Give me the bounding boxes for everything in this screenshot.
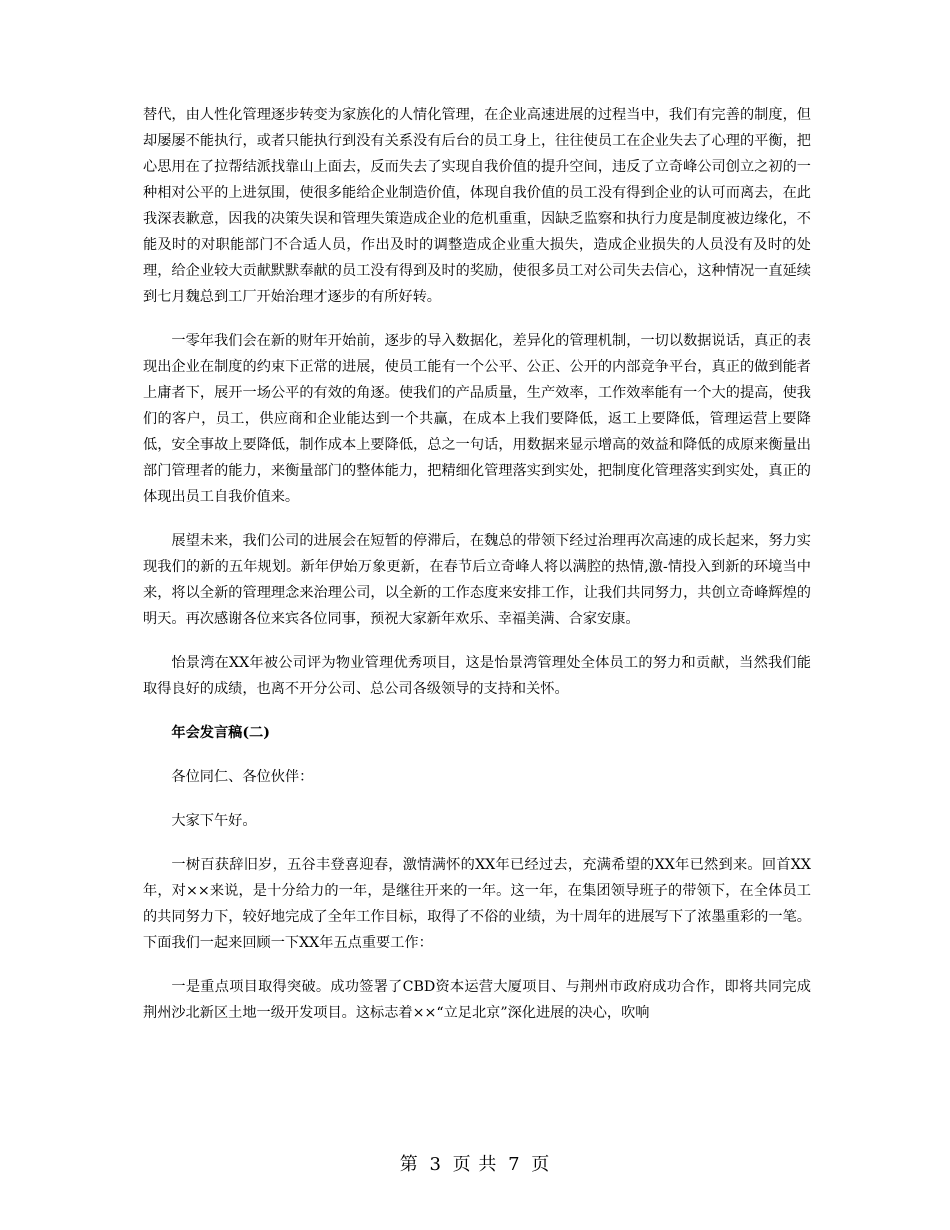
page-footer [0, 1152, 950, 1178]
body-paragraph: 一零年我们会在新的财年开始前，逐步的导入数据化，差异化的管理机制，一切以数据说话，真正的表现出企业在制度的约束下正常的进展，使员工能有一个公平、公正、公开的内部竞争平台，真正的做到能者上庸者下，展开一场公平的有效的角逐。使我们的产品质量，生产效率，工作效率能有一个大的提高，使我们的客户，员工，供应商和企业能达到一个共赢，在成本上我们要降低，返工上要降低，管理运营上要降低，安全事故上要降低，制作成本上要降低，总之一句话，用数据来显示增高的效益和降低的成原来衡量出部门管理者的能力，来衡量部门的整体能力，把精细化管理落实到实处，把制度化管理落实到实处，真正的体现出员工自我价值来。 [143, 333, 811, 505]
footer-middle: 页 共 [452, 1154, 498, 1175]
page-total: 7 [508, 1154, 521, 1175]
body-paragraph: 一是重点项目取得突破。成功签署了CBD资本运营大厦项目、与荆州市政府成功合作，即将共同完成荆州沙北新区土地一级开发项目。这标志着××“立足北京”深化进展的决心，吹响 [143, 979, 811, 1021]
body-paragraph: 替代，由人性化管理逐步转变为家族化的人情化管理，在企业高速进展的过程当中，我们有完善的制度，但却屡屡不能执行，或者只能执行到没有关系没有后台的员工身上，往往使员工在企业失去了心理的平衡，把心思用在了拉帮结派找靠山上面去，反而失去了实现自我价值的提升空间，违反了立奇峰公司创立之初的一种相对公平的上进氛围，使很多能给企业制造价值，体现自我价值的员工没有得到企业的认可而离去，在此我深表歉意，因我的决策失误和管理失策造成企业的危机重重，因缺乏监察和执行力度是制度被边缘化，不能及时的对职能部门不合适人员，作出及时的调整造成企业重大损失，造成企业损失的人员没有及时的处理，给企业较大贡献默默奉献的员工没有得到及时的奖励，使很多员工对公司失去信心，这种情况一直延续到七月魏总到工厂开始治理才逐步的有所好转。 [143, 107, 811, 305]
document-body [143, 102, 811, 1026]
body-paragraph: 展望未来，我们公司的进展会在短暂的停滞后，在魏总的带领下经过治理再次高速的成长起来，努力实现我们的新的五年规划。新年伊始万象更新，在春节后立奇峰人将以满腔的热情,激-情投入到新的环境当中来，将以全新的管理理念来治理公司，以全新的工作态度来安排工作，让我们共同努力，共创立奇峰辉煌的明天。再次感谢各位来宾各位同事，预祝大家新年欢乐、幸福美满、合家安康。 [143, 533, 811, 627]
footer-prefix: 第 [399, 1154, 419, 1175]
salutation: 各位同仁、各位伙伴： [171, 769, 314, 785]
page-number: 3 [429, 1154, 442, 1175]
footer-suffix: 页 [531, 1154, 551, 1175]
greeting: 大家下午好。 [171, 813, 257, 829]
body-paragraph: 一树百获辞旧岁，五谷丰登喜迎春，激情满怀的XX年已经过去，充满希望的XX年已然到来。回首XX年，对××来说，是十分给力的一年，是继往开来的一年。这一年，在集团领导班子的带领下，在全体员工的共同努力下，较好地完成了全年工作目标，取得了不俗的业绩，为十周年的进展写下了浓墨重彩的一笔。下面我们一起来回顾一下XX年五点重要工作： [143, 857, 811, 951]
body-paragraph: 怡景湾在XX年被公司评为物业管理优秀项目，这是怡景湾管理处全体员工的努力和贡献，当然我们能取得良好的成绩，也离不开分公司、总公司各级领导的支持和关怀。 [143, 655, 811, 697]
section-heading: 年会发言稿(二) [171, 725, 270, 741]
